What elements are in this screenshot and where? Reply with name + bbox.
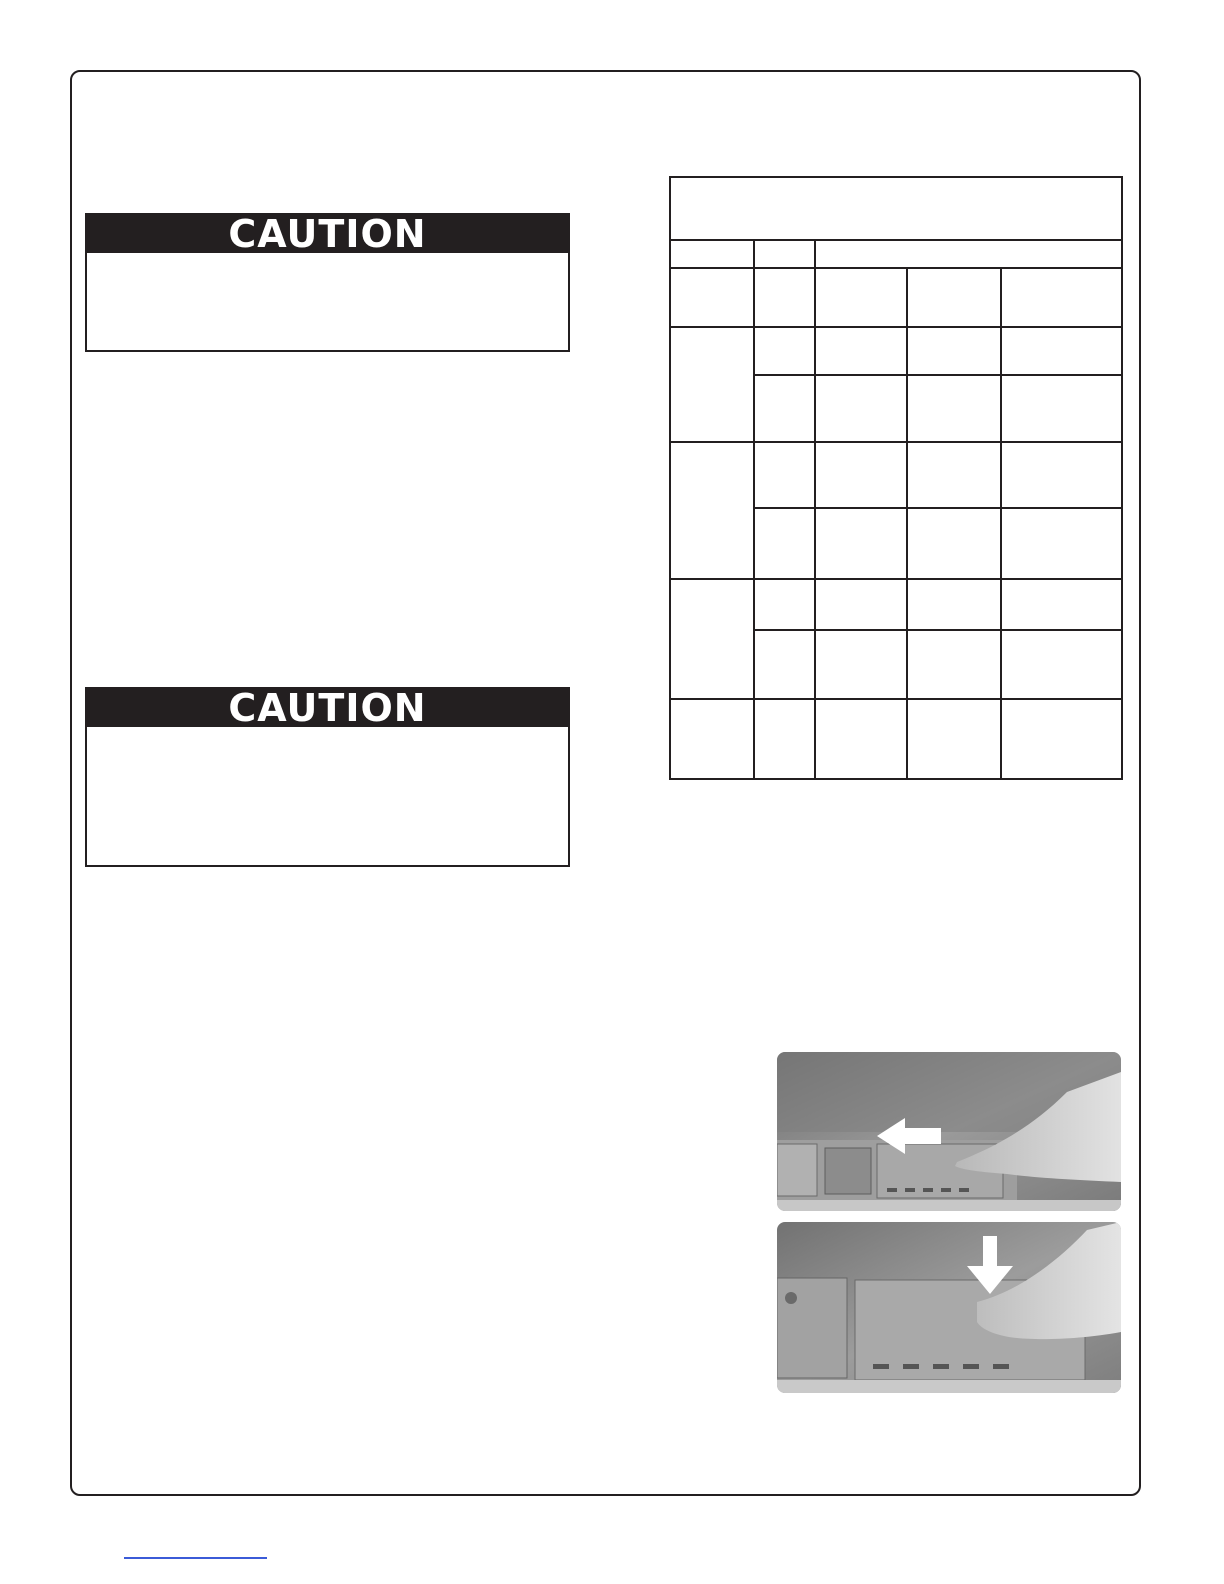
table-rule bbox=[754, 507, 1121, 509]
table-rule bbox=[906, 267, 908, 780]
table-rule bbox=[753, 239, 755, 778]
table-rule bbox=[1000, 267, 1002, 780]
footer-link-underline[interactable] bbox=[124, 1557, 267, 1559]
table-rule bbox=[671, 239, 1121, 241]
caution-box bbox=[85, 213, 570, 352]
caution-heading: CAUTION bbox=[87, 689, 568, 727]
table-rule bbox=[754, 374, 1121, 376]
table-rule bbox=[671, 326, 1121, 328]
table-rule bbox=[671, 441, 1121, 443]
table-rule bbox=[754, 629, 1121, 631]
caution-box bbox=[85, 687, 570, 867]
dispenser-photo-slide bbox=[777, 1052, 1121, 1211]
dispenser-photo-close bbox=[777, 1222, 1121, 1393]
table-rule bbox=[671, 578, 1121, 580]
table-rule bbox=[814, 239, 816, 780]
table-rule bbox=[671, 698, 1121, 700]
caution-heading: CAUTION bbox=[87, 215, 568, 253]
table-rule bbox=[671, 267, 1121, 269]
spec-table bbox=[669, 176, 1123, 780]
